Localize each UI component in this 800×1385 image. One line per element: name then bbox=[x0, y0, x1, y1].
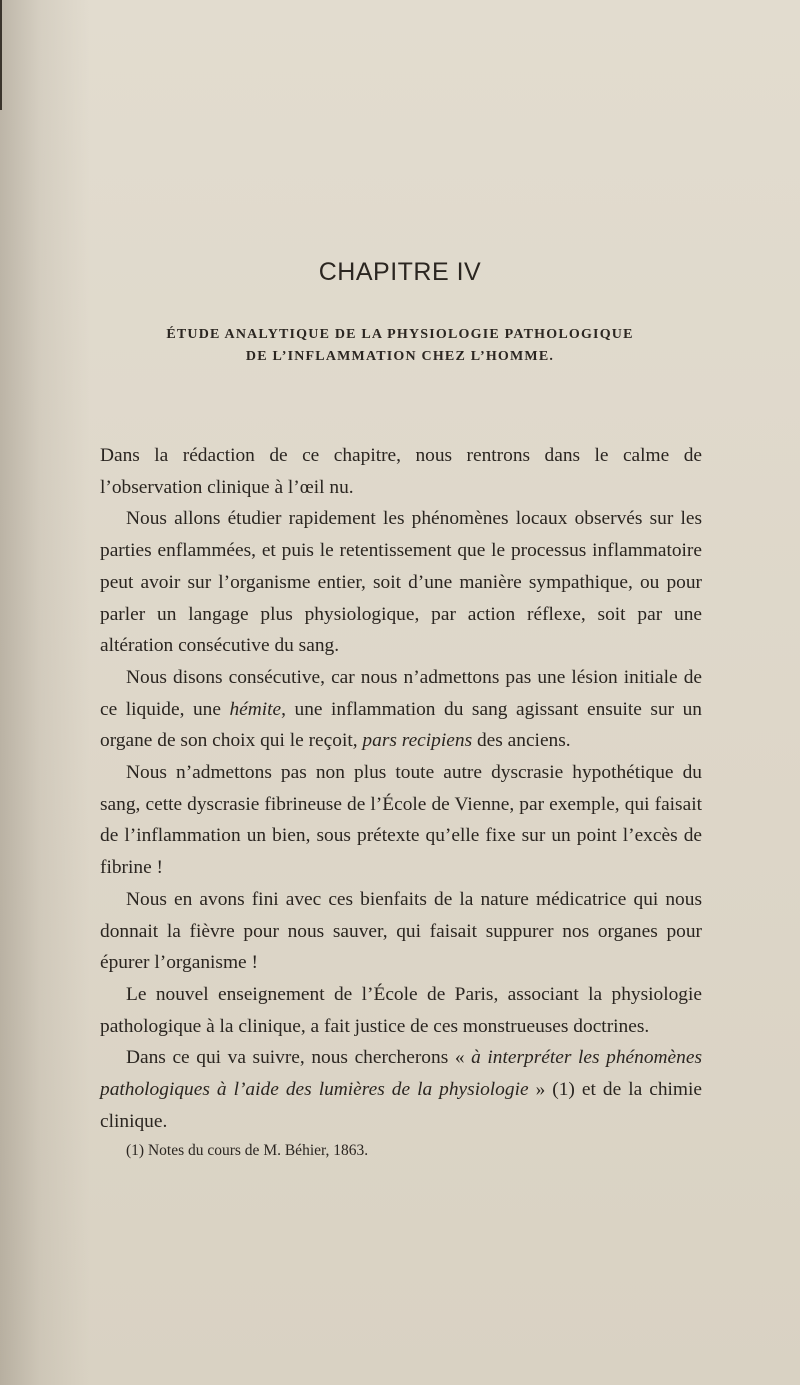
paragraph-1: Dans la rédaction de ce chapitre, nous rentrons dans le calme de l’observation clinique à l’œil nu. bbox=[100, 445, 702, 498]
paragraph-7-text-b: » (1) et de la chimie clinique. bbox=[100, 1079, 702, 1132]
paragraph-3-text-b: , une inflammation du sang agissant ensuite sur un organe de son choix qui le reçoit, bbox=[100, 698, 703, 752]
footnote: (1) Notes du cours de M. Béhier, 1863. bbox=[126, 1142, 369, 1159]
paragraph-7 bbox=[100, 1042, 702, 1137]
subtitle-line-1: ÉTUDE ANALYTIQUE DE LA PHYSIOLOGIE PATHOLOGIQUE bbox=[166, 327, 634, 342]
paragraph-3-text-a: Nous disons consécutive, car nous n’admettons pas une lésion initiale de ce liquide, une bbox=[100, 666, 702, 720]
paragraph-3 bbox=[100, 662, 702, 757]
paragraph-6: Le nouvel enseignement de l’École de Paris, associant la physiologie pathologique à la clinique, a fait justice de ces monstrueuses doctrines. bbox=[100, 983, 702, 1037]
chapter-title: CHAPITRE IV bbox=[318, 258, 482, 286]
paragraph-5: Nous en avons fini avec ces bienfaits de la nature médicatrice qui nous donnait la fièvre pour nous sauver, qui faisait suppurer nos organes pour épurer l’organisme ! bbox=[100, 888, 702, 974]
chapter-body bbox=[100, 440, 702, 1137]
paragraph-3-text-c: des anciens. bbox=[472, 730, 571, 752]
page-edge-shadow bbox=[0, 0, 2, 110]
subtitle-line-2: DE L’INFLAMMATION CHEZ L’HOMME. bbox=[245, 349, 555, 364]
quoted-phrase: à interpréter les phénomènes pathologiques à l’aide des lumières de la physiologie bbox=[100, 1047, 702, 1101]
paragraph-4: Nous n’admettons pas non plus toute autre dyscrasie hypothétique du sang, cette dyscrasie fibrineuse de l’École de Vienne, par exemple, qui faisait de l’inflammation un bien, sous prétexte qu’elle fixe sur un point l’excès de fibrine ! bbox=[100, 762, 702, 879]
chapter-subtitle bbox=[150, 324, 650, 368]
term-pars-recipiens: pars recipiens bbox=[362, 730, 473, 752]
term-hemite: hémite bbox=[229, 698, 282, 720]
paragraph-7-text-a: Dans ce qui va suivre, nous chercherons « bbox=[126, 1047, 472, 1069]
paragraph-2: Nous allons étudier rapidement les phénomènes locaux observés sur les parties enflammées, et puis le retentissement que le processus inflammatoire peut avoir sur l’organisme entier, soit d’une manière sympathique, ou pour parler un langage plus physiologique, par action réflexe, soit par une altération consécutive du sang. bbox=[100, 508, 702, 657]
